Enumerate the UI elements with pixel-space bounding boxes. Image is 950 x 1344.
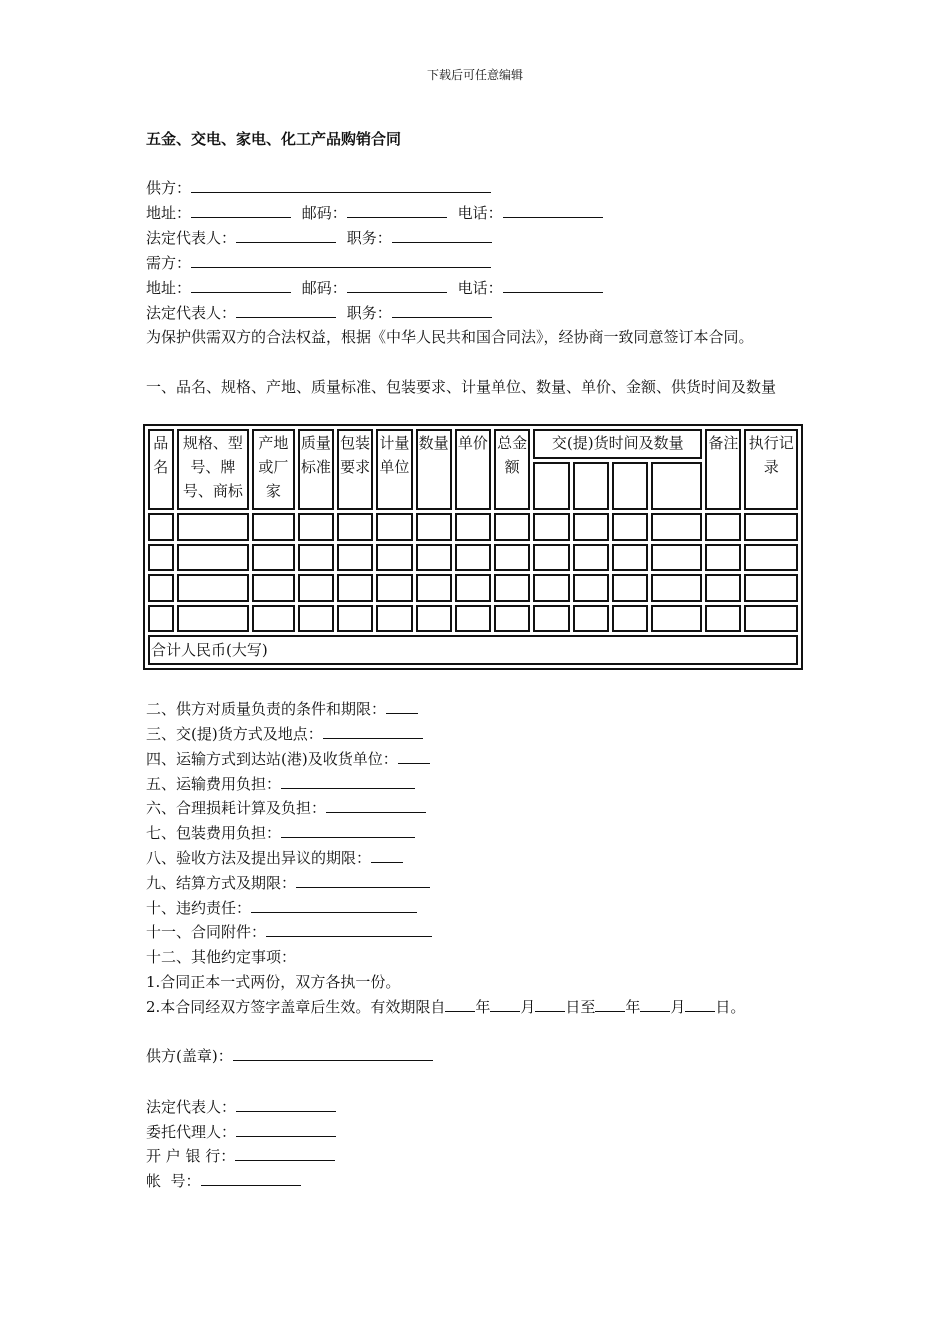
header-note: 下载后可任意编辑 [426, 68, 523, 82]
table-cell[interactable] [494, 544, 530, 572]
clause-label: 十一、合同附件： [146, 923, 267, 941]
day-end-label: 日。 [715, 998, 746, 1016]
table-cell[interactable] [612, 605, 648, 633]
address-field[interactable] [191, 278, 291, 293]
clause-field[interactable] [398, 749, 430, 764]
table-cell[interactable] [298, 513, 334, 541]
month-label: 月 [670, 998, 686, 1016]
table-cell[interactable] [651, 513, 702, 541]
clause-attachments [146, 922, 432, 942]
clause-packaging-fee [146, 823, 415, 843]
delivery-subcell[interactable] [533, 462, 569, 511]
clause-loss [146, 798, 426, 818]
table-cell[interactable] [376, 513, 412, 541]
clause-field[interactable] [281, 774, 415, 789]
clause-label: 十、违约责任： [146, 899, 252, 917]
table-cell[interactable] [148, 544, 174, 572]
header-spec: 规格、型号、牌号、商标 [177, 429, 250, 510]
table-row [148, 544, 798, 572]
table-cell[interactable] [177, 513, 250, 541]
header-execution: 执行记录 [744, 429, 798, 510]
table-cell[interactable] [252, 544, 295, 572]
position-label: 职务： [346, 229, 392, 247]
buyer-field[interactable] [191, 253, 491, 268]
agent-label: 委托代理人： [146, 1123, 237, 1141]
legal-rep-field[interactable] [236, 228, 336, 243]
table-cell[interactable] [744, 574, 798, 602]
postcode-label: 邮码： [301, 204, 347, 222]
section1-heading: 一、品名、规格、产地、质量标准、包装要求、计量单位、数量、单价、金额、供货时间及数量 [146, 378, 777, 396]
supplier-rep-line [146, 228, 492, 248]
table-cell[interactable] [533, 544, 569, 572]
header-packaging: 包装要求 [337, 429, 373, 510]
address-label: 地址： [146, 204, 192, 222]
account-label: 帐 号： [146, 1172, 201, 1190]
phone-label: 电话： [457, 204, 503, 222]
table-row [148, 513, 798, 541]
table-cell[interactable] [744, 513, 798, 541]
table-cell[interactable] [252, 605, 295, 633]
end-year-field[interactable] [595, 997, 625, 1012]
phone-field[interactable] [503, 203, 603, 218]
supplier-seal-line [146, 1046, 433, 1066]
postcode-field[interactable] [347, 278, 447, 293]
clause-label: 五、运输费用负担： [146, 775, 282, 793]
table-cell[interactable] [612, 513, 648, 541]
header-delivery: 交(提)货时间及数量 [533, 429, 702, 459]
table-cell[interactable] [744, 605, 798, 633]
document-title: 五金、交电、家电、化工产品购销合同 [146, 130, 402, 148]
header-name: 品名 [148, 429, 174, 510]
buyer-rep-line [146, 303, 492, 323]
table-row [148, 574, 798, 602]
table-cell[interactable] [494, 513, 530, 541]
bank-label: 开 户 银 行： [146, 1147, 236, 1165]
header-total-amount: 总金额 [494, 429, 530, 510]
table-cell[interactable] [573, 544, 609, 572]
table-cell[interactable] [455, 513, 491, 541]
position-field[interactable] [392, 303, 492, 318]
month-label: 月 [520, 998, 536, 1016]
table-cell[interactable] [533, 605, 569, 633]
clause-label: 二、供方对质量负责的条件和期限： [146, 700, 387, 718]
position-label: 职务： [346, 304, 392, 322]
day-to-label: 日至 [565, 998, 596, 1016]
table-cell[interactable] [612, 574, 648, 602]
start-day-field[interactable] [535, 997, 565, 1012]
supplier-label: 供方： [146, 179, 192, 197]
year-label: 年 [625, 998, 641, 1016]
clause-label: 九、结算方式及期限： [146, 874, 297, 892]
clause-quality [146, 699, 418, 719]
table-row [148, 605, 798, 633]
clause-label: 三、交(提)货方式及地点： [146, 725, 323, 743]
clause-field[interactable] [323, 724, 423, 739]
sign-legal-rep-label: 法定代表人： [146, 1098, 237, 1116]
table-cell[interactable] [573, 574, 609, 602]
table-cell[interactable] [298, 605, 334, 633]
phone-label: 电话： [457, 279, 503, 297]
clause-settlement [146, 873, 430, 893]
start-month-field[interactable] [490, 997, 520, 1012]
clause-field[interactable] [266, 922, 432, 937]
table-header-row [148, 429, 798, 459]
table-cell[interactable] [376, 574, 412, 602]
table-cell[interactable] [416, 544, 452, 572]
table-cell[interactable] [494, 605, 530, 633]
legal-rep-field[interactable] [236, 303, 336, 318]
address-field[interactable] [191, 203, 291, 218]
supplier-seal-label: 供方(盖章)： [146, 1047, 233, 1065]
clause-label: 十二、其他约定事项： [146, 948, 297, 966]
table-cell[interactable] [337, 574, 373, 602]
total-amount-cell[interactable]: 合计人民币(大写) [148, 635, 798, 665]
table-cell[interactable] [744, 544, 798, 572]
table-cell[interactable] [177, 544, 250, 572]
clause-liability [146, 898, 417, 918]
table-cell[interactable] [298, 544, 334, 572]
agent-line [146, 1122, 336, 1142]
clause-field[interactable] [371, 848, 403, 863]
validity-prefix: 2.本合同经双方签字盖章后生效。有效期限自 [146, 998, 446, 1016]
account-field[interactable] [201, 1171, 301, 1186]
table-cell[interactable] [651, 574, 702, 602]
table-cell[interactable] [705, 605, 741, 633]
bank-line [146, 1146, 335, 1166]
supplier-seal-field[interactable] [233, 1046, 433, 1061]
table-cell[interactable] [455, 574, 491, 602]
table-cell[interactable] [494, 574, 530, 602]
table-cell[interactable] [651, 544, 702, 572]
header-unit-price: 单价 [455, 429, 491, 510]
table-cell[interactable] [573, 605, 609, 633]
table-cell[interactable] [573, 513, 609, 541]
end-month-field[interactable] [640, 997, 670, 1012]
buyer-label: 需方： [146, 254, 192, 272]
table-total-row [148, 635, 798, 665]
supplier-field[interactable] [191, 178, 491, 193]
table-cell[interactable] [337, 544, 373, 572]
clause-label: 七、包装费用负担： [146, 824, 282, 842]
table-cell[interactable] [148, 513, 174, 541]
buyer-address-line [146, 278, 603, 298]
start-year-field[interactable] [445, 997, 475, 1012]
table-cell[interactable] [612, 544, 648, 572]
table-cell[interactable] [376, 605, 412, 633]
table-cell[interactable] [705, 513, 741, 541]
table-cell[interactable] [337, 605, 373, 633]
supplier-line [146, 178, 491, 198]
phone-field[interactable] [503, 278, 603, 293]
position-field[interactable] [392, 228, 492, 243]
clause-field[interactable] [251, 898, 417, 913]
table-cell[interactable] [533, 574, 569, 602]
header-remarks: 备注 [705, 429, 741, 510]
table-cell[interactable] [455, 605, 491, 633]
clause-transport-fee [146, 774, 415, 794]
table-cell[interactable] [705, 544, 741, 572]
clause-field[interactable] [386, 699, 418, 714]
table-cell[interactable] [416, 605, 452, 633]
clause-field[interactable] [281, 823, 415, 838]
sign-legal-rep-line [146, 1097, 336, 1117]
end-day-field[interactable] [685, 997, 715, 1012]
address-label: 地址： [146, 279, 192, 297]
clause-delivery-method [146, 724, 423, 744]
clause-transport [146, 749, 430, 769]
delivery-subcell[interactable] [573, 462, 609, 511]
header-origin: 产地或厂家 [252, 429, 295, 510]
table-cell[interactable] [177, 605, 250, 633]
account-line [146, 1171, 301, 1191]
clause-field[interactable] [326, 798, 426, 813]
clause-label: 六、合理损耗计算及负担： [146, 799, 327, 817]
table-cell[interactable] [455, 544, 491, 572]
clause-label: 四、运输方式到达站(港)及收货单位： [146, 750, 398, 768]
table-cell[interactable] [148, 605, 174, 633]
header-quantity: 数量 [416, 429, 452, 510]
table-cell[interactable] [416, 574, 452, 602]
sign-legal-rep-field[interactable] [236, 1097, 336, 1112]
delivery-subcell[interactable] [612, 462, 648, 511]
clause-label: 八、验收方法及提出异议的期限： [146, 849, 372, 867]
legal-rep-label: 法定代表人： [146, 229, 237, 247]
header-quality: 质量标准 [298, 429, 334, 510]
postcode-field[interactable] [347, 203, 447, 218]
intro-paragraph: 为保护供需双方的合法权益，根据《中华人民共和国合同法》，经协商一致同意签订本合同。 [146, 328, 754, 346]
year-label: 年 [475, 998, 491, 1016]
header-unit: 计量单位 [376, 429, 412, 510]
table-cell[interactable] [148, 574, 174, 602]
buyer-line [146, 253, 491, 273]
legal-rep-label: 法定代表人： [146, 304, 237, 322]
table-cell[interactable] [252, 574, 295, 602]
clause-acceptance [146, 848, 403, 868]
table-cell[interactable] [177, 574, 250, 602]
agent-field[interactable] [236, 1122, 336, 1137]
table-cell[interactable] [416, 513, 452, 541]
table-cell[interactable] [533, 513, 569, 541]
clause-other [146, 947, 296, 967]
table-cell[interactable] [298, 574, 334, 602]
table-cell[interactable] [705, 574, 741, 602]
delivery-subcell[interactable] [651, 462, 702, 511]
clause-field[interactable] [296, 873, 430, 888]
postcode-label: 邮码： [301, 279, 347, 297]
goods-table [143, 424, 803, 670]
other-term-2 [146, 997, 745, 1017]
table-cell[interactable] [376, 544, 412, 572]
table-cell[interactable] [252, 513, 295, 541]
bank-field[interactable] [235, 1146, 335, 1161]
table-cell[interactable] [651, 605, 702, 633]
other-term-1: 1.合同正本一式两份，双方各执一份。 [146, 973, 401, 991]
table-cell[interactable] [337, 513, 373, 541]
supplier-address-line [146, 203, 603, 223]
